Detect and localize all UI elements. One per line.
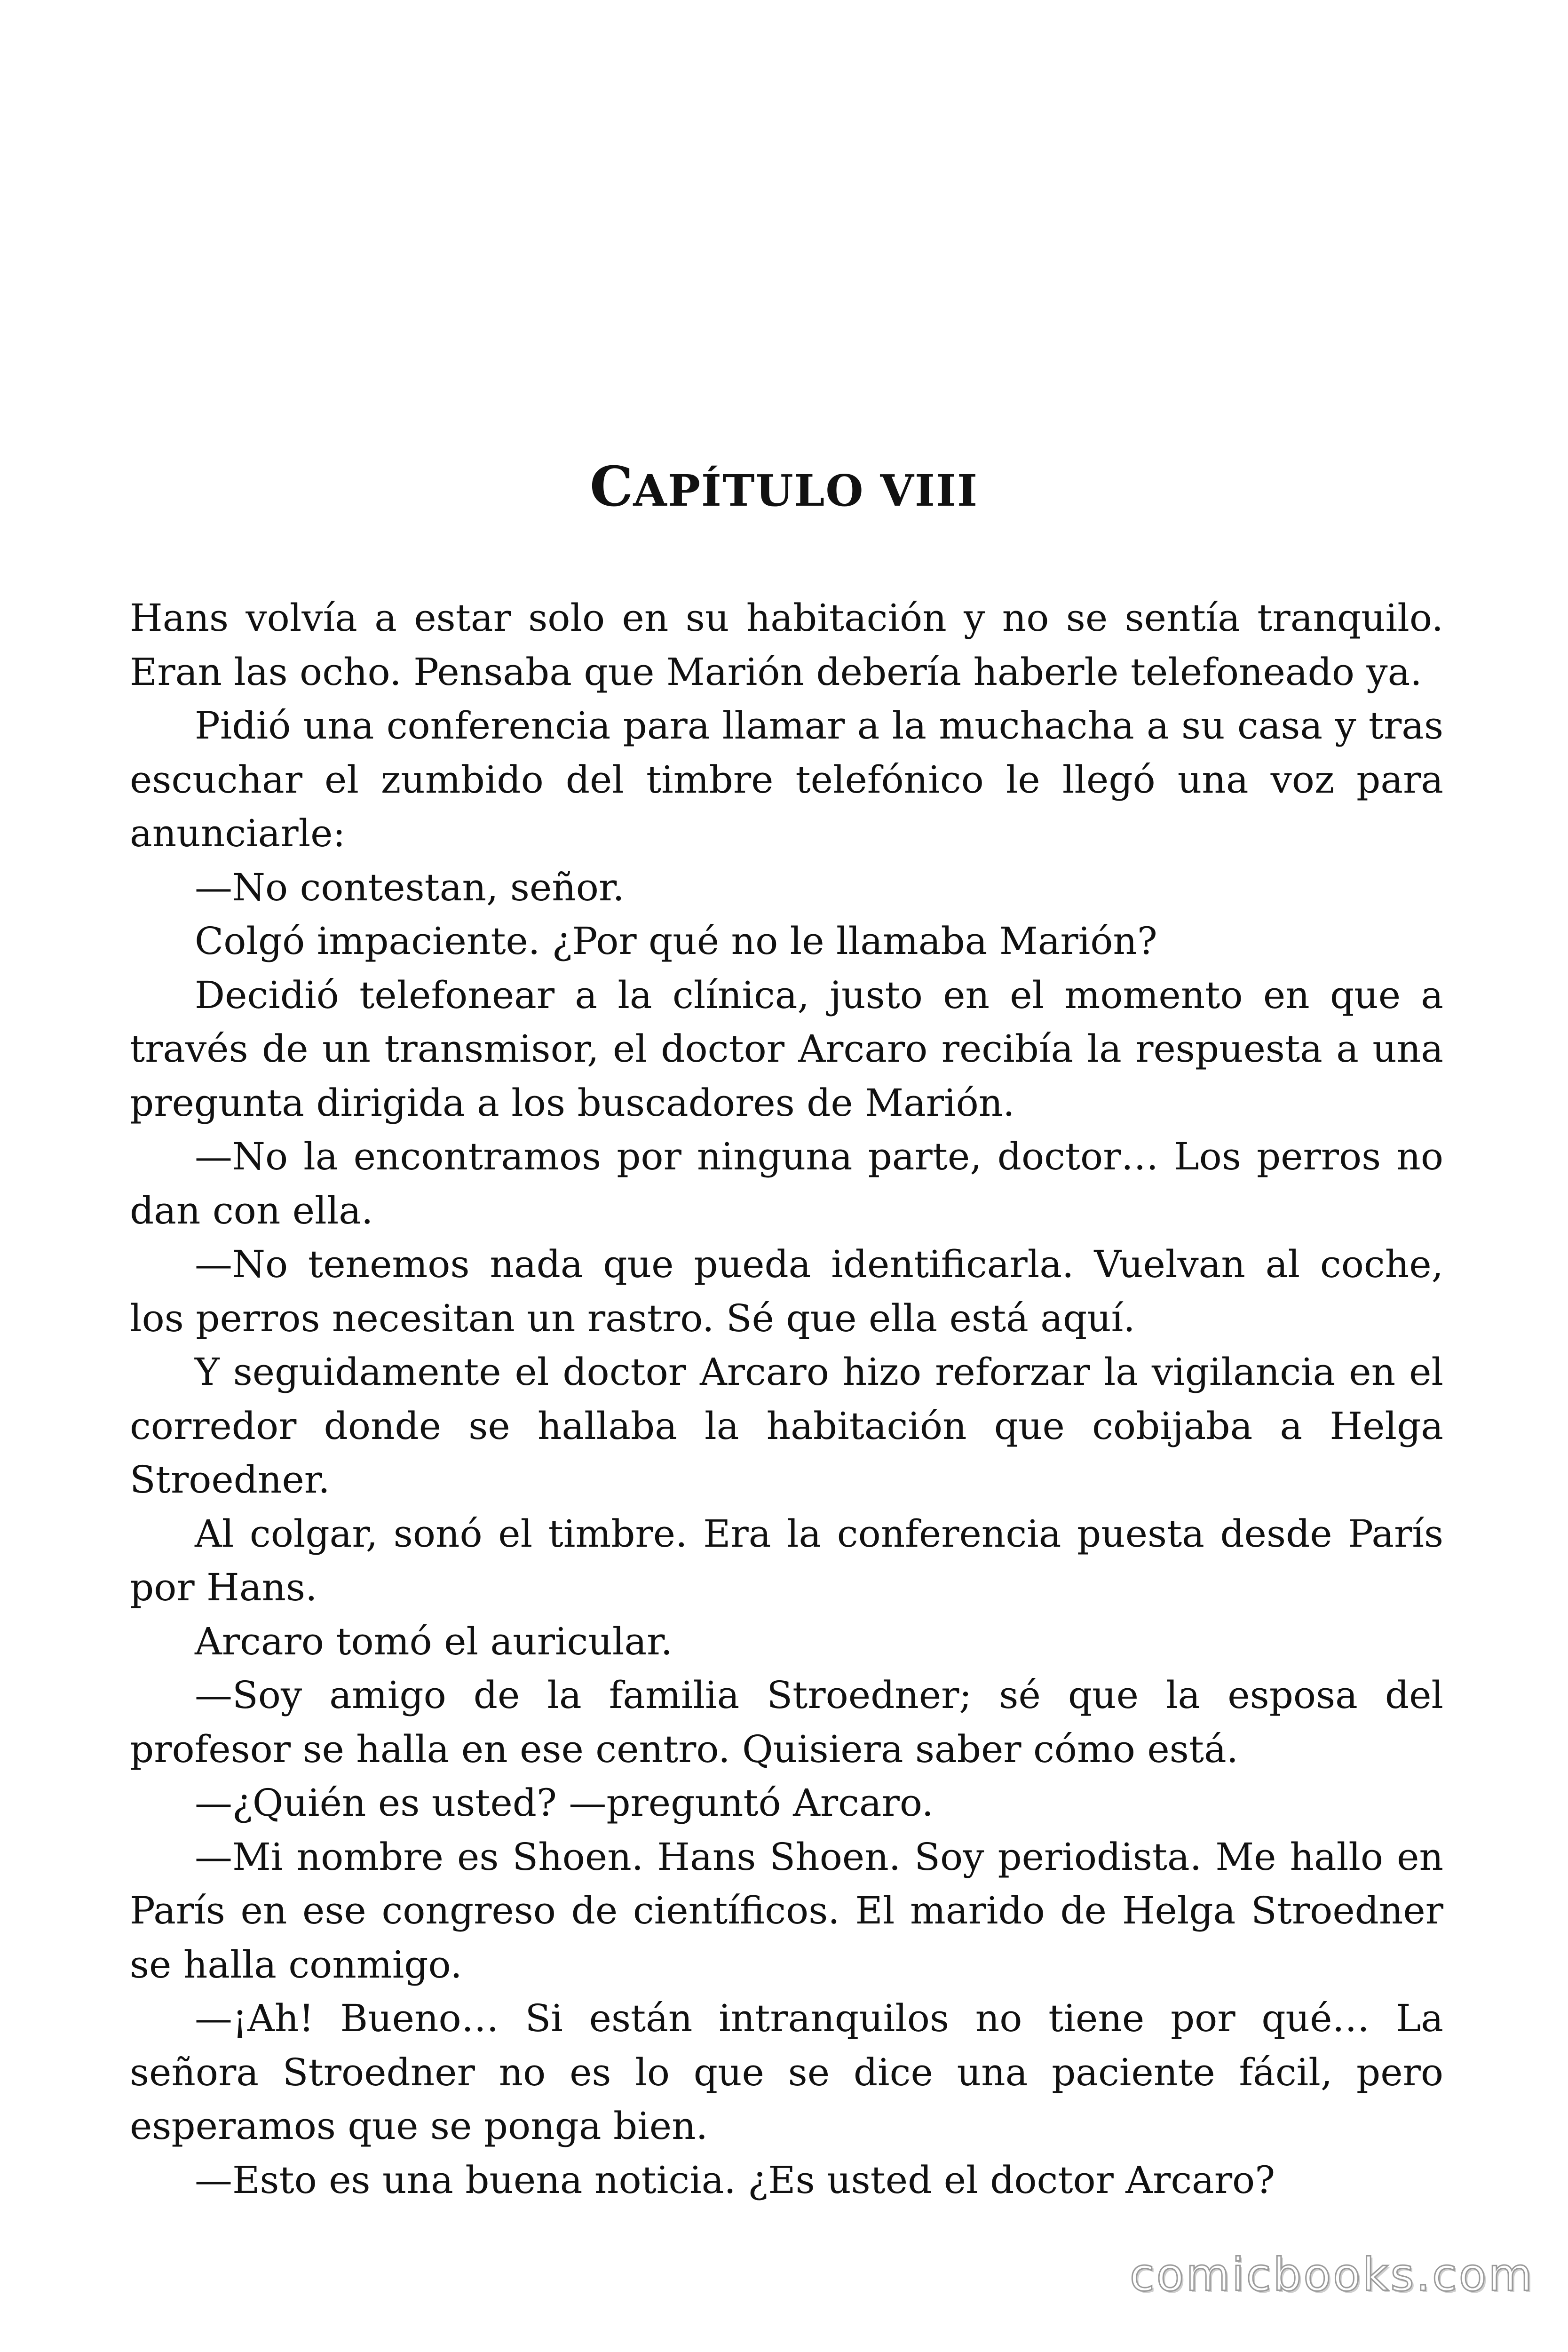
paragraph: —No tenemos nada que pueda identificarla. Vuelvan al coche, los perros necesitan un rastro. Sé que ella está aquí. bbox=[130, 1242, 1443, 1340]
paragraph: Al colgar, sonó el timbre. Era la conferencia puesta desde París por Hans. bbox=[130, 1511, 1443, 1609]
paragraph: —Esto es una buena noticia. ¿Es usted el doctor Arcaro? bbox=[195, 2158, 1275, 2202]
paragraph: —Soy amigo de la familia Stroedner; sé que la esposa del profesor se halla en ese centro. Quisiera saber cómo está. bbox=[130, 1673, 1443, 1771]
paragraph: Hans volvía a estar solo en su habitación y no se sentía tranquilo. Eran las ocho. Pensaba que Marión debería haberle telefoneado ya. bbox=[130, 596, 1443, 694]
paragraph: Colgó impaciente. ¿Por qué no le llamaba Marión? bbox=[195, 919, 1157, 963]
paragraph: —¿Quién es usted? —preguntó Arcaro. bbox=[195, 1781, 934, 1825]
chapter-body bbox=[130, 591, 1443, 2207]
chapter-title-initial: C bbox=[590, 455, 634, 519]
chapter-title bbox=[0, 452, 1568, 526]
paragraph: Decidió telefonear a la clínica, justo en el momento en que a través de un transmisor, el doctor Arcaro recibía la respuesta a una pregunta dirigida a los buscadores de Marión. bbox=[130, 973, 1443, 1125]
paragraph: —No contestan, señor. bbox=[195, 865, 625, 909]
chapter-title-rest: APÍTULO VIII bbox=[633, 465, 978, 516]
paragraph: Pidió una conferencia para llamar a la muchacha a su casa y tras escuchar el zumbido del timbre telefónico le llegó una voz para anunciarle: bbox=[130, 704, 1443, 855]
paragraph: Y seguidamente el doctor Arcaro hizo reforzar la vigilancia en el corredor donde se hallaba la habitación que cobijaba a Helga Stroedner. bbox=[130, 1350, 1443, 1502]
paragraph: Arcaro tomó el auricular. bbox=[195, 1619, 673, 1663]
paragraph: —¡Ah! Bueno… Si están intranquilos no tiene por qué… La señora Stroedner no es lo que se dice una paciente fácil, pero esperamos que se ponga bien. bbox=[130, 1996, 1443, 2148]
paragraph: —Mi nombre es Shoen. Hans Shoen. Soy periodista. Me hallo en París en ese congreso de científicos. El marido de Helga Stroedner se halla conmigo. bbox=[130, 1835, 1443, 1986]
watermark-logo: comicbooks.com bbox=[1129, 2249, 1534, 2301]
paragraph: —No la encontramos por ninguna parte, doctor… Los perros no dan con ella. bbox=[130, 1135, 1443, 1232]
